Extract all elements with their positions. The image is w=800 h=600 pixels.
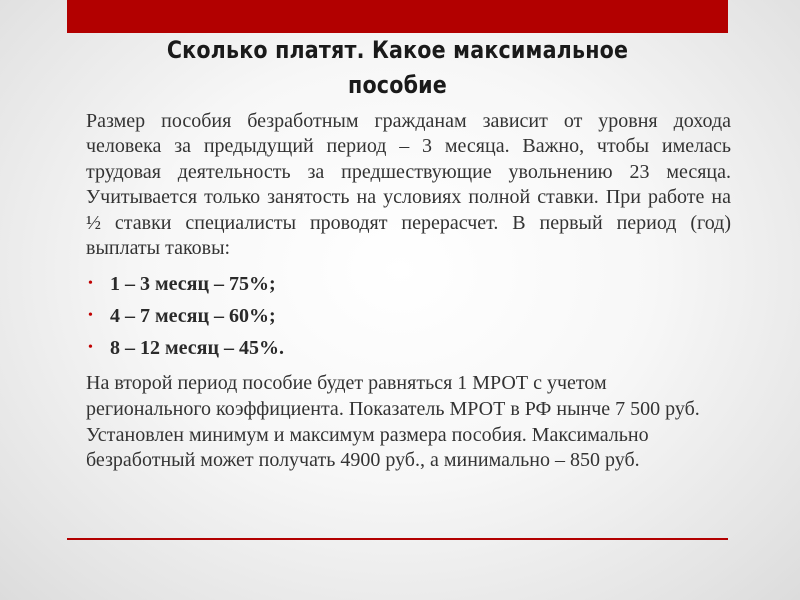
list-item-text: 1 – 3 месяц – 75%; (110, 273, 276, 296)
payment-rate-list (86, 274, 731, 358)
bottom-accent-line (67, 538, 728, 540)
slide-title (113, 33, 681, 103)
top-accent-bar (67, 0, 728, 33)
list-item-text: 4 – 7 месяц – 60%; (110, 305, 276, 328)
second-period-paragraph: На второй период пособие будет равняться 1 МРОТ с учетом регионального коэффициента. Показатель МРОТ в РФ нынче 7 500 руб. Установлен минимум и максимум размера пособия. Максимально безработный может получать 4900 руб., а минимально – 850 руб. (86, 372, 700, 472)
bullet-icon: • (88, 308, 93, 324)
list-item (86, 274, 731, 294)
title-line-1: Сколько платят. Какое максимальное (166, 36, 629, 64)
title-line-2: пособие (348, 71, 447, 99)
slide-body (86, 109, 731, 474)
bullet-icon: • (88, 340, 93, 356)
bullet-icon: • (88, 276, 93, 292)
intro-paragraph: Размер пособия безработным гражданам зависит от уровня дохода человека за предыдущий период – 3 месяца. Важно, чтобы имелась трудовая деятельность за предшествующие увольнению 23 месяца. Учитывается только занятость на условиях полной ставки. При работе на ½ ставки специалисты проводят перерасчет. В первый период (год) выплаты таковы: (86, 110, 731, 260)
list-item (86, 338, 731, 358)
list-item (86, 306, 731, 326)
list-item-text: 8 – 12 месяц – 45%. (110, 337, 284, 360)
